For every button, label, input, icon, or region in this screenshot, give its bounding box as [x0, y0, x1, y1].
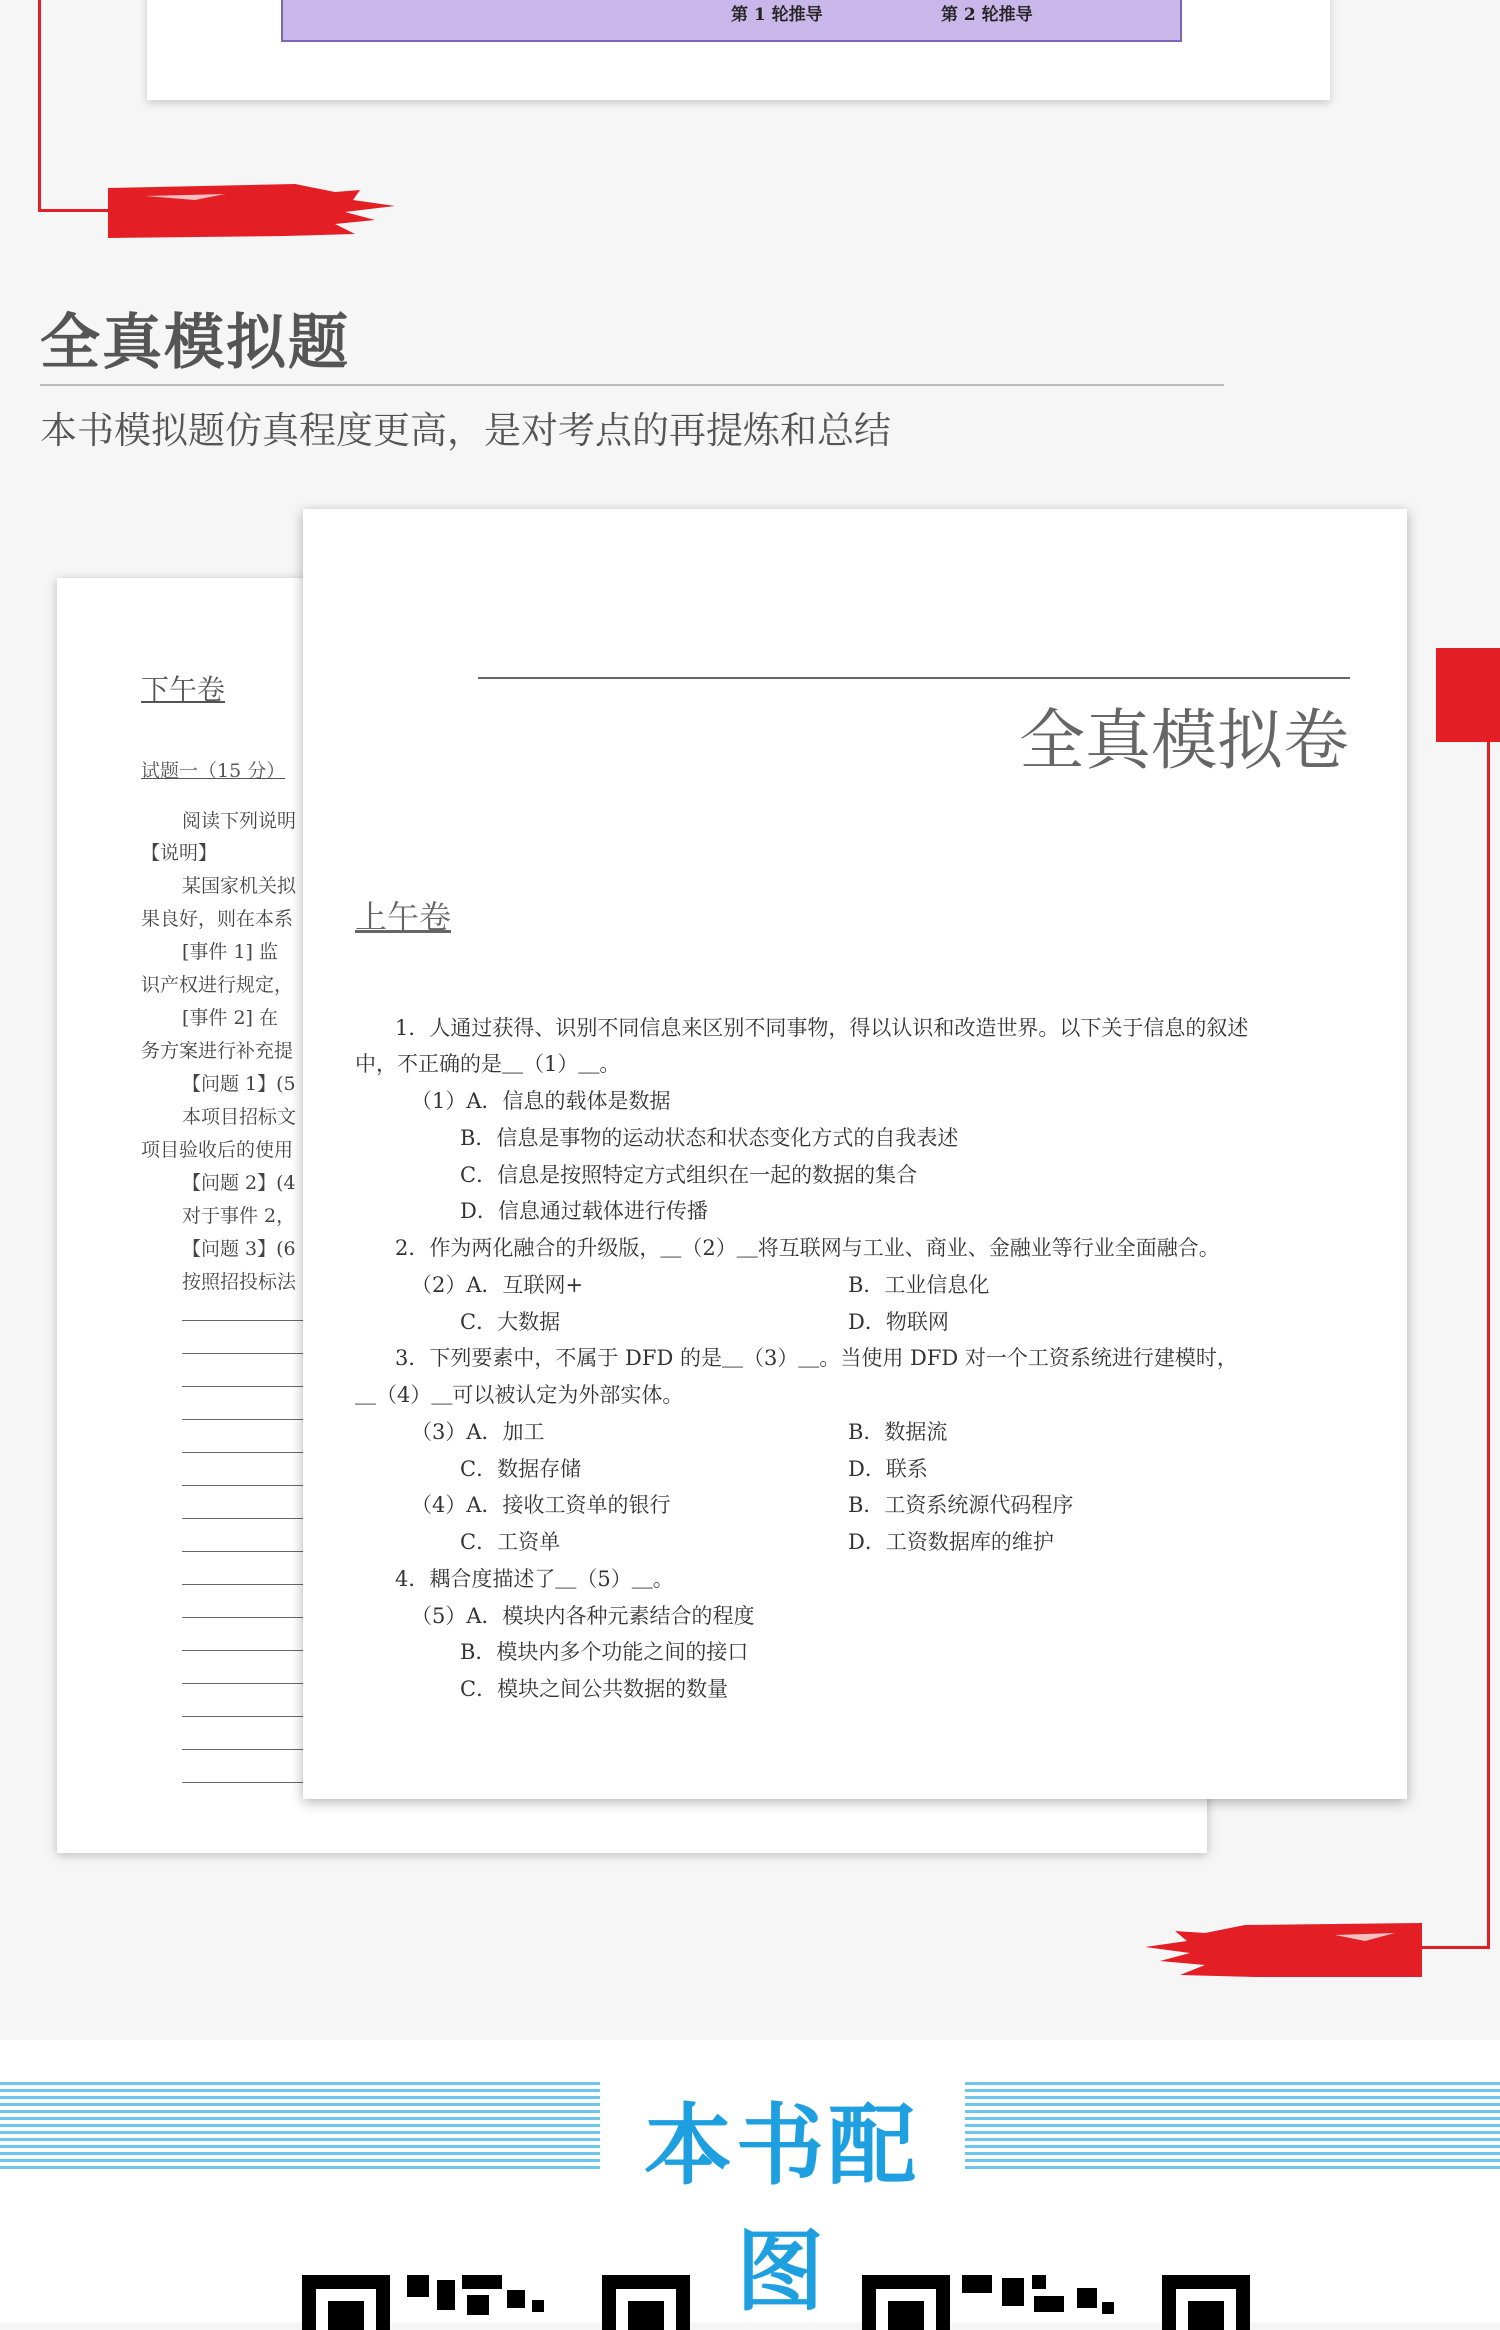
- question-line: 1．人通过获得、识别不同信息来区别不同事物，得以认识和改造世界。以下关于信息的叙述: [395, 1016, 1249, 1040]
- option-line: （5）A．模块内各种元素结合的程度: [411, 1604, 755, 1628]
- option-line: C．信息是按照特定方式组织在一起的数据的集合: [460, 1163, 918, 1187]
- option-line: B．模块内多个功能之间的接口: [460, 1640, 749, 1664]
- question-line: 中，不正确的是＿（1）＿。: [355, 1052, 621, 1076]
- round1-label: 第 1 轮推导: [731, 5, 823, 25]
- derivation-bar: [281, 0, 1182, 42]
- back-page-line: 务方案进行补充提: [141, 1040, 294, 1062]
- back-page-line: 识产权进行规定，: [141, 974, 294, 996]
- red-block-right: [1436, 648, 1500, 742]
- option-line: C．模块之间公共数据的数量: [460, 1677, 729, 1701]
- back-page-line: 某国家机关拟: [182, 875, 297, 897]
- qr-code-left: [302, 2270, 692, 2330]
- question-line: 4．耦合度描述了＿（5）＿。: [395, 1567, 674, 1591]
- red-vertical-line-left: [38, 0, 41, 211]
- front-page-subtitle: 上午卷: [355, 898, 452, 936]
- option-line: B．数据流: [848, 1420, 948, 1444]
- back-page-line: 【问题 3】(6: [182, 1238, 296, 1260]
- pictures-title: 本书配图: [643, 2093, 920, 2323]
- back-page-line: 对于事件 2，: [182, 1205, 296, 1227]
- red-vertical-line-right: [1487, 742, 1490, 1948]
- back-page-line: 阅读下列说明: [182, 810, 297, 832]
- option-line: （4）A．接收工资单的银行: [411, 1493, 671, 1517]
- back-page-line: 按照招投标法: [182, 1271, 297, 1293]
- front-page-rule: [478, 677, 1350, 679]
- back-page-subtitle: 试题一（15 分）: [141, 760, 286, 782]
- qr-code-right: [862, 2270, 1252, 2330]
- option-line: （3）A．加工: [411, 1420, 545, 1444]
- question-line: ＿（4）＿可以被认定为外部实体。: [355, 1383, 684, 1407]
- back-page-line: 【说明】: [141, 842, 218, 864]
- red-brush-stroke-top: [105, 176, 405, 246]
- option-line: C．大数据: [460, 1310, 561, 1334]
- back-page-line: 本项目招标文: [182, 1106, 297, 1128]
- option-line: D．物联网: [848, 1310, 949, 1334]
- front-page-title: 全真模拟卷: [1019, 702, 1349, 779]
- back-page-line: 果良好，则在本系: [141, 908, 294, 930]
- option-line: C．工资单: [460, 1530, 561, 1554]
- option-line: D．工资数据库的维护: [848, 1530, 1054, 1554]
- option-line: （1）A．信息的载体是数据: [411, 1089, 671, 1113]
- option-line: B．工业信息化: [848, 1273, 990, 1297]
- red-horizontal-line-left: [38, 209, 110, 212]
- option-line: D．联系: [848, 1457, 928, 1481]
- section-title: 全真模拟题: [40, 308, 350, 378]
- stripe-decoration-right: [965, 2082, 1500, 2170]
- option-line: C．数据存储: [460, 1457, 582, 1481]
- option-line: B．信息是事物的运动状态和状态变化方式的自我表述: [460, 1126, 959, 1150]
- front-exam-page: [303, 509, 1407, 1799]
- section-subtitle: 本书模拟题仿真程度更高，是对考点的再提炼和总结: [40, 409, 891, 452]
- back-page-line: 【问题 2】(4: [182, 1172, 296, 1194]
- red-horizontal-line-right: [1418, 1946, 1490, 1949]
- back-page-line: 【问题 1】(5: [182, 1073, 296, 1095]
- section-divider: [40, 384, 1224, 386]
- question-line: 2．作为两化融合的升级版，＿（2）＿将互联网与工业、商业、金融业等行业全面融合。: [395, 1236, 1220, 1260]
- back-page-line: [事件 2] 在: [182, 1007, 278, 1029]
- back-page-title: 下午卷: [141, 673, 226, 706]
- stripe-decoration-left: [0, 2082, 600, 2170]
- option-line: D．信息通过载体进行传播: [460, 1199, 708, 1223]
- option-line: B．工资系统源代码程序: [848, 1493, 1074, 1517]
- question-line: 3．下列要素中，不属于 DFD 的是＿（3）＿。当使用 DFD 对一个工资系统进行建模时，: [395, 1346, 1238, 1370]
- back-page-line: [事件 1] 监: [182, 941, 278, 963]
- back-page-line: 项目验收后的使用: [141, 1139, 294, 1161]
- round2-label: 第 2 轮推导: [941, 5, 1033, 25]
- red-brush-stroke-bottom: [1135, 1915, 1425, 1985]
- option-line: （2）A．互联网+: [411, 1273, 584, 1297]
